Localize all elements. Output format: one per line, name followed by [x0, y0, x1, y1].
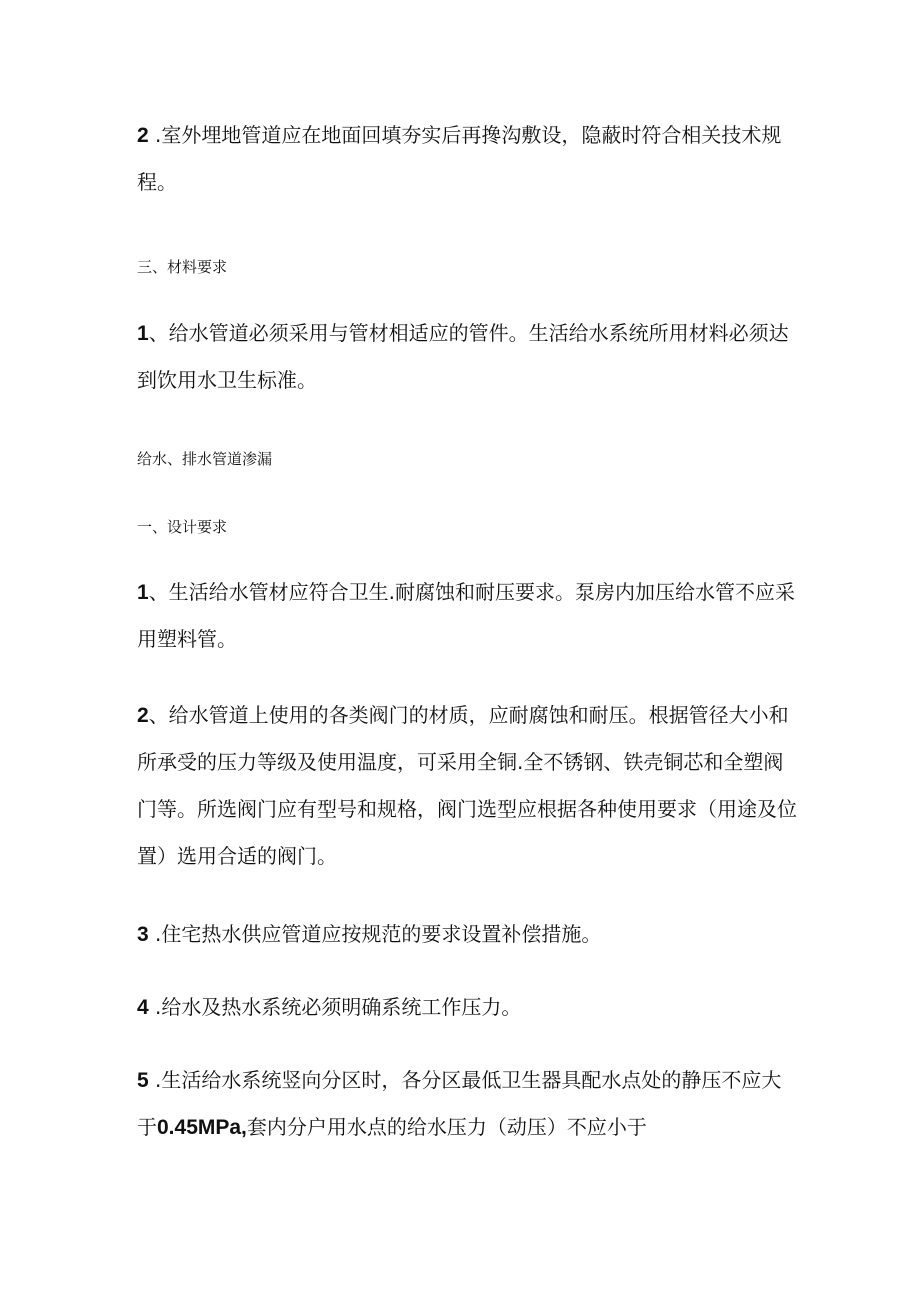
paragraph-text: 、给水管道必须采用与管材相适应的管件。生活给水系统所用材料必须达到饮用水卫生标准。 [137, 321, 789, 392]
item-number: 1 [137, 581, 149, 604]
paragraph-zone-pressure [137, 1057, 797, 1151]
item-number: 3 [137, 923, 149, 946]
paragraph-text: .室外埋地管道应在地面回填夯实后再搀沟敷设，隐蔽时符合相关技术规程。 [137, 123, 782, 194]
item-number: 1 [137, 322, 149, 345]
section-heading-leakage: 给水、排水管道渗漏 [137, 450, 273, 468]
paragraph-working-pressure [137, 984, 797, 1031]
paragraph-text: 、生活给水管材应符合卫生.耐腐蚀和耐压要求。泵房内加压给水管不应采用塑料管。 [137, 580, 796, 651]
paragraph-text: .给水及热水系统必须明确系统工作压力。 [148, 995, 522, 1019]
paragraph-valves [137, 692, 797, 880]
pressure-value: 0.45MPa, [157, 1116, 247, 1139]
item-number: 4 [137, 996, 149, 1019]
section-heading-materials: 三、材料要求 [137, 258, 228, 276]
paragraph-pipe-fittings [137, 310, 797, 404]
paragraph-hot-water-compensation [137, 911, 797, 958]
item-number: 5 [137, 1069, 149, 1092]
paragraph-outdoor-buried-pipe [137, 112, 797, 206]
paragraph-text: .住宅热水供应管道应按规范的要求设置补偿措施。 [148, 922, 602, 946]
paragraph-text: 、给水管道上使用的各类阀门的材质，应耐腐蚀和耐压。根据管径大小和所承受的压力等级及使用温度，可采用全铜.全不锈钢、铁壳铜芯和全塑阀门等。所选阀门应有型号和规格，阀门选型应根据各种使用要求（用途及位置）选用合适的阀门。 [137, 703, 797, 868]
paragraph-pipe-material [137, 569, 797, 663]
item-number: 2 [137, 124, 149, 147]
paragraph-text-continued: 套内分户用水点的给水压力（动压）不应小于 [246, 1115, 647, 1139]
paragraph-text: .生活给水系统竖向分区时，各分区最低卫生器具配水点处的静压不应大于 [137, 1068, 782, 1139]
section-heading-design: 一、设计要求 [137, 518, 228, 536]
item-number: 2 [137, 704, 149, 727]
